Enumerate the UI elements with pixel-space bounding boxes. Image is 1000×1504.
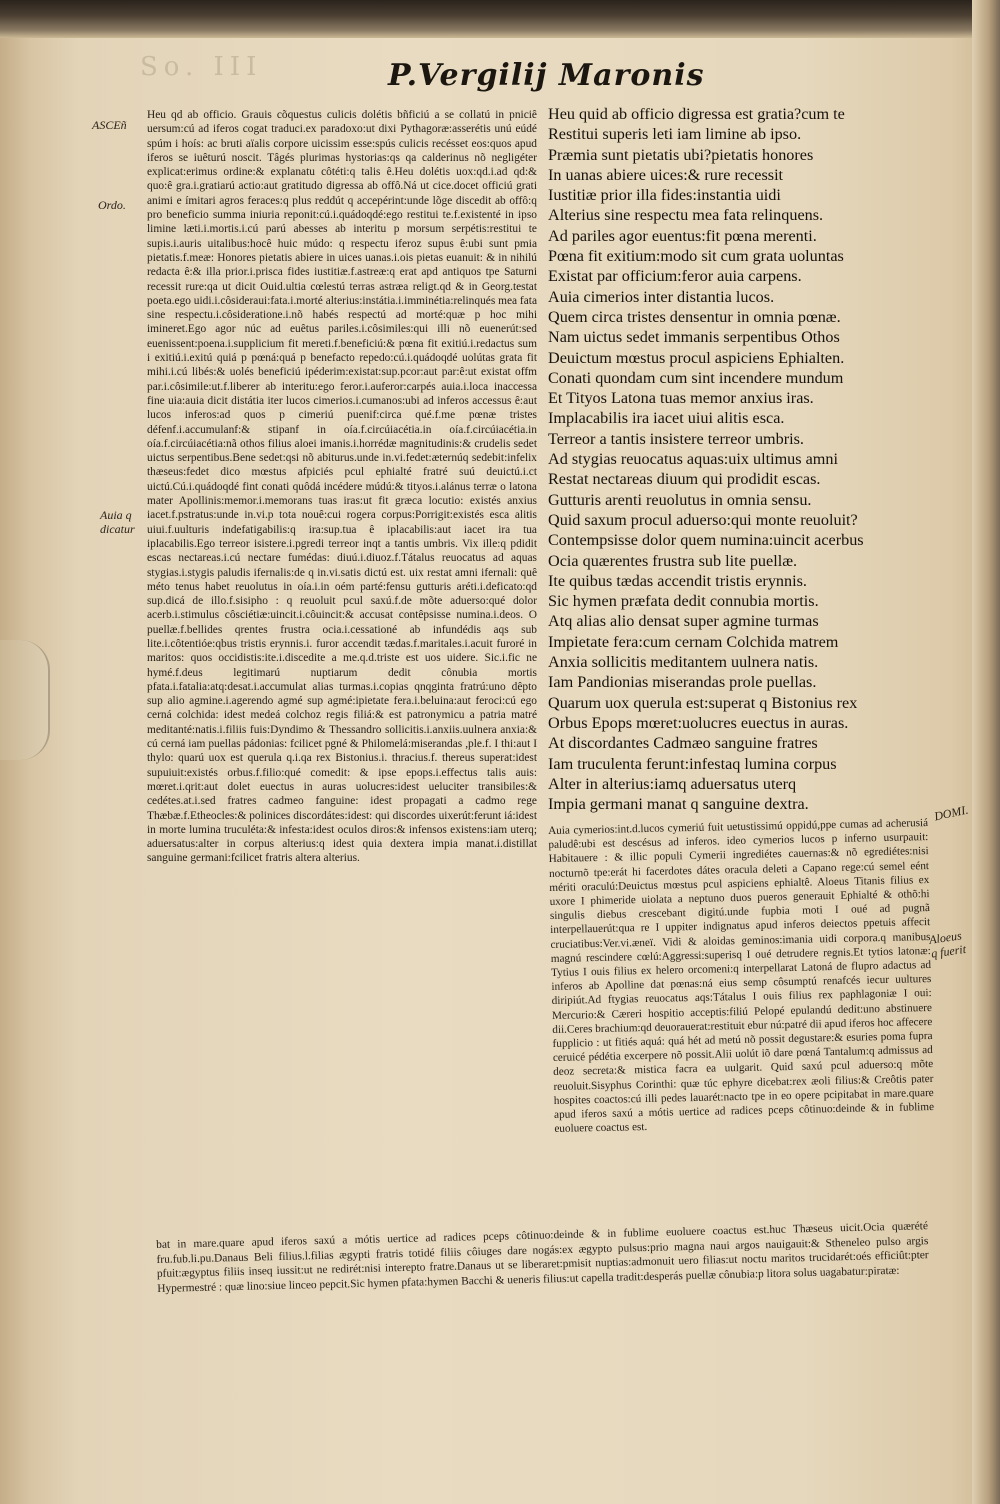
verse-line: Implacabilis ira iacet uiui alitis esca.	[548, 409, 785, 428]
verse-line: Pœna fit exitium:modo sit cum grata uoluntas	[548, 247, 844, 266]
commentary-left-text: Heu qd ab officio. Grauis cõquestus culicis dolétis bñficiú a se collatú in pniciê uersum:cú ad iferos cogat traduci.ex paradoxo:ut dixi Pythagoræ:asserétis unú eúdé spúm i hoís: ac bruti aïalis corpore uicissim esse:spús culicis recésset eos:quos apud iferos se iuêturú noscit. Tâgés plurimas hystorias:qs qa calderinus nõ negligéter explicat:erimus ordine:& explanatu côtéti:q talis ê.Heu dolétis uox:qd.i.ad qd:& quo:ê gra.i.gratiarú actio:aut gratitudo digressa ab offô.Ná ut cice.docet officiú grati animi e ímitari agros feraces:q plus reddút q accepérint:unde lõge discedit ab offô:q pro beneficio summa iniuria reponit:cú.i.quádoqdé:ego restitui te.f.existenté in ipso limine læti.i.mortis.i.cú parú abesses ab interitu p morsum serpétis:restitui te supis.i.auris uitalibus:hocê huic múdo: q respectu iferoz supus ê:ubi sunt pmia pietatis.f.meæ: Honores pietatis abiere in uices uanas.i.ois pietas euanuit: & in nihilú redacta ê:& illa prior.i.prisca fides iustitiæ.f.astreæ:q erat apd antiquos tpe Saturni recessit rure:qa ut dicit Ouid.ultia cœlestú terras astræa religt.qd & in Georg.testat poeta.ego uidi.i.côsideraui:fata.i.morté alterius:instátia.i.imminétia:relinqués mea fata sine respectu.i.côsideratione.i.nõ habés respectú ad morté:quæ p hoc mihi imineret.Ego agor núc ad euêtus pariles.i.côsimiles:qui illi nõ euenerút:sed euenissent:poena.i.supplicium fit mereti.f.beneficiú:& pœna fit exitiú.i.redactus sum i exitiú.i.exitú quiá p pœná:quá p benefacto repedo:cú.i.quádoqdé uolútas grata fit mihi.i.cú libés:& uolés beneficiú ipéderim:existat:sup.pcor:aut par:ê:ut existat offm par.i.côsimile:ut.f.liberer ab interitu:ego feror.i.auferor:carpés auia.i.loca inaccessa fine uia:auia dicit distátia iter lucos cimerios.i.cumanos:ubi ad inferos accessus ê:aut lucos inferos:ad quos p cimeriú puenif:circa qué.f.me pœnæ tristes défenf.i.accumulanf:& stipanf in oía.f.circúiacétia.in oía.f.circúiacétia.in oía.f.circúiacétia:nã othos filius aloei imanis.i.horrédæ magnitudinis:& crudelis sedet uictus serpentibus.Bene sedet:qsi nõ abiturus.unde in.vi.fedet:æternúq sedebit:infelix thæseus:fedet dico mœstus afpiciés pcul ephialté fratré suú deuictú.i.ct uictú.Cú.i.quádoqdé fint conati quôdá incédere múdú:& tityos.i.alánus terræ o latona mater Apollinis:memor.i.memorans tuas iras:ut fit græca locutio: existés anxius iacet.f.pstratus:unde in.vi.p tota nouê:cui rogera corpus:Porrigit:existés esca alitis uiui.f.uulturis indefatigabilis:q ira:sup.tua ê iplacabilis:aut iacet ira tua iplacabilis.Ego terreor isistere.i.pgredi terreor inqt a tantis umbris. Vix ille:q pdidit escas nectareas.i.cú nectare fumédas: diuú.i.diuoz.f.Tátalus reuocatus ad aquas stygias.i.stygis paludis ifernalis:de q in.vi.satis dictú est. uix restat amni ifernali: quê méto tenus habet reuolutus in oía.i.in oém parté:fensu gutturis aréti.i.deficato:qd sup.dicá de illo.f.sisipho : q reuoluit pcul saxú.f.de mõte aduerso:qué dolor acerb.i.stimulus côsciétiæ:uincit.i.côuincit:& accusat contêpsisse numina.i.deos. O puellæ.f.bellides qrentes frustra ocia.i.cessationé ab infundédis aqs sub lite.i.côtentióe:qbus tristis erynnis.i. furor accendit tædas.f.maritales.i.acuit furoré in maritos: quos occidistis:ite.i.discedite a me.q.d.triste est uos uidere. Sic.i.fic ne hymé.f.deus legitimarú nuptiarum dedit cônubia mortis pfata.i.fatalia:atq:desat.i.accumulat alias turmas.i.copias qnqginta fratrú:uno dêpto sup alio agmine.i.agerendo agmé sup agmé:ipietate fera.i.beluina:aut feroci:cú ego cerná colchida: idest medeá colchoz regis filiá:& est patronymicu a patria matré meditanté:natis.i.filiis fuis:Dyndimo & Thessandro sollicitis.i.anxiis.uulnera anxia:& cú cerná iam puellas pádonias: fcilicet pgné & Philomelá:miserandas ,ple.f. I thi:aut I thylo: quarú uox est querula q.i.qa rex Bistonius.i. thracius.f. thereus superat:idest supuiuit:existés orbus.f.filio:qué comedit: & ipse epops.i.effectus talis auis: mœret.i.qrit:aut dolet euectus in auras uolucres:idest ueluciter transibiles:& cedétes.at.i.sed fratres cadmeo fanguine: idest propagati a cadmo rege Thæbæ.f.Etheocles:& polinices discordátes:idest: qui discordes uixerút:ferunt iá:idest in morte lumina truculéta:& infesta:idest oculos diros:& infensos existens:iam uterq; aduersatus:alter in corpus alterius:q idest quia dextera impia manat.i.distillat sanguine germani:fcilicet fratris altera alterius.	[147, 109, 537, 865]
verse-line: Quid saxum procul aduerso:qui monte reuoluit?	[548, 510, 858, 529]
commentary-left-column	[147, 108, 537, 866]
verse-line: Contempsisse dolor quem numina:uincit acerbus	[548, 531, 864, 550]
verse-line: Existat par officium:feror auia carpens.	[548, 267, 802, 286]
verse-column	[548, 104, 938, 814]
verse-line: Ocia quærentes frustra sub lite puellæ.	[548, 551, 798, 570]
verse-line: Ad pariles agor euentus:fit pœna merenti.	[548, 226, 817, 245]
book-top-edge	[0, 0, 1000, 38]
verse-line: Iustitiæ prior illa fides:instantia uidi	[548, 186, 781, 205]
verse-line: Quarum uox querula est:superat q Bistonius rex	[548, 693, 858, 712]
verse-line: Gutturis arenti reuolutus in omnia sensu.	[548, 490, 812, 509]
verse-line: Auia cimerios inter distantia lucos.	[548, 287, 775, 306]
running-head: P.Vergilij Maronis	[388, 58, 705, 93]
margin-note-aloeus: Aloeus q fuerit	[928, 928, 967, 961]
verse-line: At discordantes Cadmæo sanguine fratres	[548, 734, 818, 753]
verse-line: Impietate fera:cum cernam Colchida matrem	[548, 632, 839, 651]
verse-line: Ad stygias reuocatus aquas:uix ultimus amni	[548, 450, 838, 469]
verse-line: Orbus Epops mœret:uolucres euectus in auras.	[548, 713, 849, 732]
margin-note-domi: DOMI.	[932, 802, 970, 824]
binding-clasp	[0, 640, 50, 760]
commentary-right-column	[548, 816, 934, 1136]
verse-line: Heu quid ab officio digressa est gratia?cum te	[548, 105, 845, 123]
verse-line: Anxia sollicitis meditantem uulnera natis.	[548, 653, 819, 672]
verse-line: Restitui superis leti iam limine ab ipso.	[548, 125, 802, 144]
footer-commentary-text: bat in mare.quare apud iferos saxú a mótis uertice ad radices pceps côtinuo:deinde & in fublime euoluere coactus est.huc Thæseus uicit.Ocia quærété fru.fub.li.pu.Danaus Beli filius.l.filias ægypti fratris totidé filiis côiuges dare nogás:ex ægypto pulsus:prio magna naui argos nauigauit:& Stheneleo pulso argis pfuit:ægyptus filiis inseq iussit:ut ne redirét:nisi interepto fratre.Danaus ut se liberaret:pmisit nuptias:admonuit uero filias:ut noctu maritos trucidarét:oés efficiût:pter Hypermestré : quæ lino:siue linceo pepcit.Sic hymen pfata:hymen Bacchi & ueneris filius:ut capella tradit:desperás puellæ cônubia:p litora solus uagabatur:piratæ:	[156, 1220, 929, 1295]
book-fore-edge	[972, 0, 1000, 1504]
verse-line: Sic hymen præfata dedit connubia mortis.	[548, 592, 819, 611]
verse-line: Terreor a tantis insistere terreor umbris.	[548, 429, 804, 448]
commentary-right-text: Auia cymerios:int.d.lucos cymeriú fuit uetustissimú oppidú,ppe cumas ad acherusiá paludê:ubi est descésus ad inferos. ideo cymerios lucos p inferno usurpauit: Habitauere : & illic populi Cymerii ingrediétes cauernas:& nõ egrediétes:nisi nocturnõ tpe:erát hi facerdotes dátes oracula deleti a Capano rege:cú semel eént mériti oraculú:Deuictus mœstus pcul aspiciens ephialtê. Aloeus Titanis filius ex uxore I phimeride uiolata a neptuno duos pueros generauit Ephialté & othõ:hi singulis diebus crescebant digitú.unde fupbia moti I oué ad pugnã interpellauerút:qua re I uppiter indignatus apud inferos deiectos ppetuis affecit cruciatibus:Ver.vi.æneï. Vidi & aloidas geminos:imania uidi corpora.q manibus magnú rescindere cœlú:Aggressi:superisq I oué detrudere regnis.Et tytios latonæ: Tytius I ouis filius ex helero orcomeni:q interpellarat Latoná de flupro adactus ad inferos ab Apolline dat pœnas:ná eius semp côsumptú renafcés iecur uultures diripiút.Ad ftygias reuocatus aqs:Tátalus I ouis filius rex paphlagoniæ I oui: Mercurio:& Cæreri hospitio acceptis:filiú Pelopé epulandú dedit:uno abstinuere dii.Ceres brachium:qd deuorauerat:restituit ebur nú:patré dii apud iferos hoc affecere fupplicio : ut fitiés aquá: quá hét ad metú nõ possit degustare:& esuries poma fupra ceruicé pédétia excerpere nõ possit.Alii uolút iõ dare pœná Tantalum:q admissus ad deoz secreta:& mistica facra ea uulgarit. Quid saxú pcul aduerso:q mõte reuoluit.Sisyphus Corinthi: quæ túc ephyre dicebat:rex æoli filius:& Creôtis pater hospites coactos:cú illi pedes lauarét:nacto tpe in eo opere pcipitabat in mare.quare apud iferos saxú a mótis uertice ad radices pceps côtinuo:deinde & in fublime euoluere coactus est.	[548, 817, 935, 1136]
verse-line: Iam truculenta ferunt:infestaq lumina corpus	[548, 754, 837, 773]
verse-line: Quem circa tristes densentur in omnia pœnæ.	[548, 307, 841, 326]
bleed-through-text: So. III	[140, 52, 263, 82]
verse-line: Deuictum mœstus procul aspiciens Ephialten.	[548, 348, 845, 367]
margin-note-ascen: ASCEñ	[92, 118, 127, 132]
verse-line: Atq alias alio densat super agmine turmas	[548, 612, 819, 631]
verse-line: Impia germani manat q sanguine dextra.	[548, 795, 809, 814]
footer-commentary	[156, 1219, 929, 1296]
verse-line: Alterius sine respectu mea fata relinquens.	[548, 206, 824, 225]
verse-line: Et Tityos Latona tuas memor anxius iras.	[548, 389, 814, 408]
margin-note-ordo: Ordo.	[98, 198, 126, 212]
verse-line: Nam uictus sedet immanis serpentibus Othos	[548, 328, 840, 347]
verse-line: Præmia sunt pietatis ubi?pietatis honores	[548, 145, 814, 164]
verse-line: Ite quibus tædas accendit tristis erynnis.	[548, 571, 807, 590]
verse-line: Conati quondam cum sint incendere mundum	[548, 368, 844, 387]
margin-note-auia: Auia q dicatur	[100, 508, 135, 536]
verse-line: Restat nectareas diuum qui prodidit escas.	[548, 470, 821, 489]
verse-line: In uanas abiere uices:& rure recessit	[548, 165, 784, 184]
verse-line: Alter in alterius:iamq aduersatus uterq	[548, 774, 797, 793]
verse-line: Iam Pandionias miserandas prole puellas.	[548, 673, 817, 692]
